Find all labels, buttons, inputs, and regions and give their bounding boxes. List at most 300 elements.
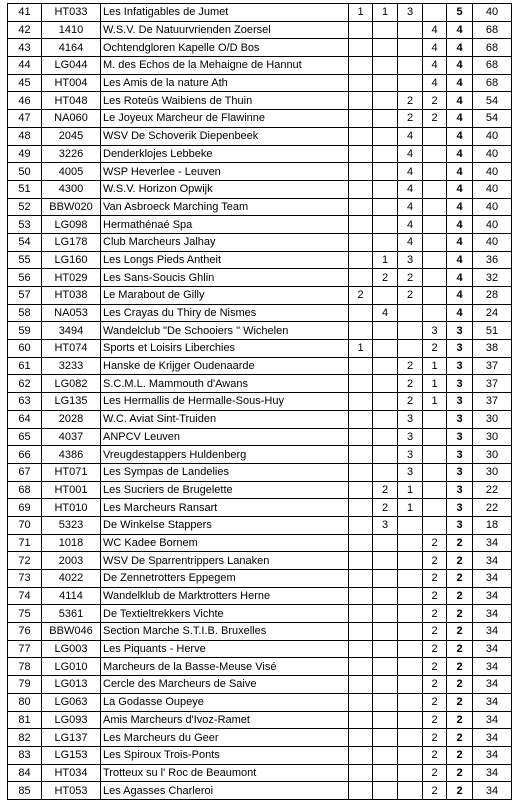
club-name-cell: Les Crayas du Thiry de Nismes <box>101 304 349 322</box>
total-cell: 3 <box>447 499 473 517</box>
count-cell: 2 <box>423 110 447 128</box>
rank-cell: 56 <box>8 269 42 287</box>
club-name-cell: Marcheurs de la Basse-Meuse Visé <box>101 658 349 676</box>
count-cell <box>373 180 398 198</box>
table-row <box>8 499 512 517</box>
count-cell <box>423 410 447 428</box>
club-code-cell: 1410 <box>42 21 101 39</box>
count-cell <box>398 693 423 711</box>
points-cell: 34 <box>473 746 512 764</box>
total-cell: 2 <box>447 782 473 800</box>
count-cell <box>373 782 398 800</box>
count-cell <box>398 764 423 782</box>
club-code-cell: LG013 <box>42 676 101 694</box>
rank-cell: 44 <box>8 57 42 75</box>
count-cell <box>373 764 398 782</box>
rank-cell: 43 <box>8 39 42 57</box>
count-cell <box>423 428 447 446</box>
total-cell: 4 <box>447 233 473 251</box>
count-cell <box>373 746 398 764</box>
rank-cell: 64 <box>8 410 42 428</box>
count-cell <box>349 180 373 198</box>
count-cell: 4 <box>423 39 447 57</box>
count-cell: 2 <box>398 357 423 375</box>
count-cell <box>423 516 447 534</box>
count-cell: 2 <box>423 729 447 747</box>
club-name-cell: De Winkelse Stappers <box>101 516 349 534</box>
rank-cell: 58 <box>8 304 42 322</box>
count-cell: 2 <box>423 92 447 110</box>
count-cell <box>349 357 373 375</box>
count-cell <box>373 570 398 588</box>
total-cell: 3 <box>447 446 473 464</box>
count-cell: 3 <box>423 322 447 340</box>
count-cell <box>373 74 398 92</box>
count-cell <box>349 410 373 428</box>
club-code-cell: 3226 <box>42 145 101 163</box>
table-row <box>8 92 512 110</box>
count-cell <box>349 304 373 322</box>
count-cell <box>398 570 423 588</box>
club-name-cell: Les Agasses Charleroi <box>101 782 349 800</box>
club-name-cell: W.S.V. Horizon Opwijk <box>101 180 349 198</box>
count-cell: 4 <box>373 304 398 322</box>
count-cell <box>373 623 398 641</box>
table-row <box>8 110 512 128</box>
club-code-cell: 5323 <box>42 516 101 534</box>
points-cell: 54 <box>473 110 512 128</box>
club-name-cell: ANPCV Leuven <box>101 428 349 446</box>
count-cell <box>398 39 423 57</box>
rank-cell: 41 <box>8 4 42 22</box>
count-cell: 2 <box>373 499 398 517</box>
table-row <box>8 198 512 216</box>
points-cell: 34 <box>473 711 512 729</box>
count-cell <box>373 57 398 75</box>
points-cell: 22 <box>473 481 512 499</box>
count-cell: 4 <box>398 216 423 234</box>
count-cell <box>373 233 398 251</box>
count-cell <box>423 499 447 517</box>
club-code-cell: BBW046 <box>42 623 101 641</box>
table-row <box>8 4 512 22</box>
table-row <box>8 693 512 711</box>
count-cell <box>373 676 398 694</box>
ranking-table <box>7 3 512 800</box>
count-cell: 2 <box>423 746 447 764</box>
total-cell: 2 <box>447 746 473 764</box>
rank-cell: 63 <box>8 393 42 411</box>
total-cell: 4 <box>447 287 473 305</box>
count-cell: 2 <box>398 269 423 287</box>
points-cell: 54 <box>473 92 512 110</box>
count-cell: 2 <box>373 481 398 499</box>
total-cell: 4 <box>447 57 473 75</box>
count-cell: 1 <box>373 4 398 22</box>
table-row <box>8 570 512 588</box>
points-cell: 68 <box>473 21 512 39</box>
club-name-cell: La Godasse Oupeye <box>101 693 349 711</box>
total-cell: 3 <box>447 340 473 358</box>
total-cell: 2 <box>447 587 473 605</box>
table-row <box>8 605 512 623</box>
count-cell: 2 <box>423 605 447 623</box>
count-cell <box>423 304 447 322</box>
club-code-cell: LG010 <box>42 658 101 676</box>
club-name-cell: Le Joyeux Marcheur de Flawinne <box>101 110 349 128</box>
points-cell: 32 <box>473 269 512 287</box>
count-cell <box>398 587 423 605</box>
total-cell: 4 <box>447 180 473 198</box>
total-cell: 4 <box>447 145 473 163</box>
count-cell <box>349 711 373 729</box>
club-name-cell: De Textieltrekkers Vichte <box>101 605 349 623</box>
total-cell: 2 <box>447 658 473 676</box>
count-cell <box>423 463 447 481</box>
club-name-cell: Les Roteûs Waibiens de Thuin <box>101 92 349 110</box>
count-cell <box>349 233 373 251</box>
points-cell: 37 <box>473 393 512 411</box>
count-cell <box>398 640 423 658</box>
points-cell: 34 <box>473 658 512 676</box>
club-name-cell: W.S.V. De Natuurvrienden Zoersel <box>101 21 349 39</box>
count-cell <box>398 729 423 747</box>
points-cell: 40 <box>473 180 512 198</box>
count-cell <box>423 163 447 181</box>
rank-cell: 70 <box>8 516 42 534</box>
club-code-cell: HT004 <box>42 74 101 92</box>
count-cell: 4 <box>423 57 447 75</box>
rank-cell: 49 <box>8 145 42 163</box>
points-cell: 34 <box>473 693 512 711</box>
rank-cell: 69 <box>8 499 42 517</box>
club-name-cell: Cercle des Marcheurs de Saive <box>101 676 349 694</box>
count-cell <box>423 127 447 145</box>
total-cell: 2 <box>447 729 473 747</box>
club-code-cell: NA060 <box>42 110 101 128</box>
rank-cell: 50 <box>8 163 42 181</box>
club-code-cell: 3494 <box>42 322 101 340</box>
count-cell: 1 <box>398 481 423 499</box>
count-cell <box>349 127 373 145</box>
rank-cell: 81 <box>8 711 42 729</box>
club-code-cell: 4164 <box>42 39 101 57</box>
table-row <box>8 251 512 269</box>
club-name-cell: Wandelclub "De Schooiers " Wichelen <box>101 322 349 340</box>
count-cell <box>349 375 373 393</box>
points-cell: 34 <box>473 552 512 570</box>
rank-cell: 79 <box>8 676 42 694</box>
table-row <box>8 304 512 322</box>
count-cell: 3 <box>398 446 423 464</box>
rank-cell: 57 <box>8 287 42 305</box>
points-cell: 30 <box>473 463 512 481</box>
total-cell: 3 <box>447 463 473 481</box>
count-cell <box>373 21 398 39</box>
count-cell <box>349 198 373 216</box>
count-cell <box>373 340 398 358</box>
points-cell: 34 <box>473 676 512 694</box>
count-cell <box>423 481 447 499</box>
table-row <box>8 127 512 145</box>
count-cell: 2 <box>423 640 447 658</box>
club-code-cell: LG093 <box>42 711 101 729</box>
rank-cell: 71 <box>8 534 42 552</box>
rank-cell: 53 <box>8 216 42 234</box>
total-cell: 3 <box>447 322 473 340</box>
count-cell <box>349 216 373 234</box>
count-cell <box>349 516 373 534</box>
club-code-cell: LG178 <box>42 233 101 251</box>
points-cell: 40 <box>473 127 512 145</box>
count-cell <box>373 287 398 305</box>
club-code-cell: LG135 <box>42 393 101 411</box>
points-cell: 68 <box>473 74 512 92</box>
points-cell: 34 <box>473 640 512 658</box>
count-cell <box>349 729 373 747</box>
count-cell <box>373 640 398 658</box>
table-row <box>8 393 512 411</box>
club-code-cell: 4005 <box>42 163 101 181</box>
count-cell <box>423 446 447 464</box>
count-cell <box>423 251 447 269</box>
club-name-cell: Les Spiroux Trois-Ponts <box>101 746 349 764</box>
count-cell <box>398 340 423 358</box>
count-cell <box>349 676 373 694</box>
count-cell <box>349 605 373 623</box>
count-cell <box>349 251 373 269</box>
rank-cell: 61 <box>8 357 42 375</box>
table-row <box>8 534 512 552</box>
rank-cell: 68 <box>8 481 42 499</box>
club-name-cell: Van Asbroeck Marching Team <box>101 198 349 216</box>
total-cell: 3 <box>447 393 473 411</box>
club-code-cell: HT001 <box>42 481 101 499</box>
count-cell <box>423 4 447 22</box>
points-cell: 40 <box>473 216 512 234</box>
total-cell: 2 <box>447 605 473 623</box>
count-cell: 2 <box>398 375 423 393</box>
count-cell: 4 <box>398 127 423 145</box>
count-cell <box>398 534 423 552</box>
count-cell <box>398 658 423 676</box>
count-cell <box>373 127 398 145</box>
rank-cell: 76 <box>8 623 42 641</box>
count-cell <box>349 57 373 75</box>
club-name-cell: Les Sucriers de Brugelette <box>101 481 349 499</box>
count-cell <box>398 711 423 729</box>
count-cell <box>398 516 423 534</box>
total-cell: 2 <box>447 764 473 782</box>
count-cell <box>349 39 373 57</box>
count-cell: 2 <box>423 764 447 782</box>
count-cell <box>373 163 398 181</box>
count-cell: 2 <box>349 287 373 305</box>
count-cell <box>423 198 447 216</box>
club-code-cell: LG082 <box>42 375 101 393</box>
count-cell: 2 <box>398 92 423 110</box>
total-cell: 3 <box>447 428 473 446</box>
count-cell: 2 <box>398 393 423 411</box>
club-code-cell: HT071 <box>42 463 101 481</box>
table-row <box>8 623 512 641</box>
count-cell <box>349 746 373 764</box>
table-row <box>8 446 512 464</box>
club-code-cell: 4037 <box>42 428 101 446</box>
total-cell: 3 <box>447 516 473 534</box>
count-cell <box>398 57 423 75</box>
count-cell <box>373 552 398 570</box>
count-cell: 4 <box>398 180 423 198</box>
count-cell: 4 <box>398 233 423 251</box>
count-cell: 3 <box>398 251 423 269</box>
table-row <box>8 481 512 499</box>
total-cell: 4 <box>447 74 473 92</box>
total-cell: 2 <box>447 693 473 711</box>
count-cell <box>373 393 398 411</box>
count-cell <box>373 198 398 216</box>
count-cell: 4 <box>423 74 447 92</box>
rank-cell: 78 <box>8 658 42 676</box>
table-row <box>8 322 512 340</box>
table-row <box>8 676 512 694</box>
club-code-cell: 4022 <box>42 570 101 588</box>
club-code-cell: 2003 <box>42 552 101 570</box>
rank-cell: 67 <box>8 463 42 481</box>
count-cell: 4 <box>398 163 423 181</box>
table-row <box>8 552 512 570</box>
count-cell <box>349 92 373 110</box>
count-cell <box>349 764 373 782</box>
rank-cell: 59 <box>8 322 42 340</box>
count-cell <box>373 110 398 128</box>
total-cell: 3 <box>447 481 473 499</box>
total-cell: 3 <box>447 357 473 375</box>
count-cell <box>373 534 398 552</box>
count-cell <box>349 322 373 340</box>
club-code-cell: 5361 <box>42 605 101 623</box>
count-cell: 2 <box>423 623 447 641</box>
table-row <box>8 74 512 92</box>
points-cell: 68 <box>473 57 512 75</box>
count-cell <box>349 534 373 552</box>
count-cell <box>398 322 423 340</box>
total-cell: 2 <box>447 623 473 641</box>
total-cell: 3 <box>447 410 473 428</box>
total-cell: 2 <box>447 640 473 658</box>
club-code-cell: LG153 <box>42 746 101 764</box>
total-cell: 4 <box>447 216 473 234</box>
count-cell: 3 <box>398 463 423 481</box>
count-cell: 2 <box>398 110 423 128</box>
rank-cell: 85 <box>8 782 42 800</box>
club-name-cell: WSV De Schoverik Diepenbeek <box>101 127 349 145</box>
points-cell: 30 <box>473 410 512 428</box>
count-cell: 4 <box>398 198 423 216</box>
points-cell: 30 <box>473 446 512 464</box>
points-cell: 68 <box>473 39 512 57</box>
club-name-cell: W.C. Aviat Sint-Truiden <box>101 410 349 428</box>
rank-cell: 83 <box>8 746 42 764</box>
points-cell: 51 <box>473 322 512 340</box>
total-cell: 4 <box>447 39 473 57</box>
rank-cell: 80 <box>8 693 42 711</box>
total-cell: 4 <box>447 251 473 269</box>
count-cell <box>373 410 398 428</box>
count-cell: 1 <box>398 499 423 517</box>
club-code-cell: LG044 <box>42 57 101 75</box>
count-cell <box>349 163 373 181</box>
points-cell: 28 <box>473 287 512 305</box>
club-code-cell: HT053 <box>42 782 101 800</box>
table-row <box>8 39 512 57</box>
count-cell <box>373 92 398 110</box>
total-cell: 2 <box>447 711 473 729</box>
count-cell <box>349 782 373 800</box>
club-code-cell: HT033 <box>42 4 101 22</box>
points-cell: 34 <box>473 729 512 747</box>
club-code-cell: LG003 <box>42 640 101 658</box>
total-cell: 4 <box>447 110 473 128</box>
club-name-cell: M. des Echos de la Mehaigne de Hannut <box>101 57 349 75</box>
count-cell: 1 <box>423 375 447 393</box>
table-row <box>8 640 512 658</box>
count-cell <box>349 428 373 446</box>
rank-cell: 51 <box>8 180 42 198</box>
total-cell: 4 <box>447 163 473 181</box>
count-cell <box>349 74 373 92</box>
total-cell: 3 <box>447 375 473 393</box>
table-row <box>8 163 512 181</box>
points-cell: 37 <box>473 357 512 375</box>
rank-cell: 73 <box>8 570 42 588</box>
table-row <box>8 516 512 534</box>
rank-cell: 55 <box>8 251 42 269</box>
count-cell <box>349 658 373 676</box>
club-code-cell: LG137 <box>42 729 101 747</box>
table-row <box>8 587 512 605</box>
count-cell <box>349 21 373 39</box>
table-row <box>8 746 512 764</box>
count-cell <box>373 587 398 605</box>
count-cell <box>373 693 398 711</box>
points-cell: 34 <box>473 587 512 605</box>
club-code-cell: HT034 <box>42 764 101 782</box>
club-name-cell: Les Piquants - Herve <box>101 640 349 658</box>
table-row <box>8 180 512 198</box>
count-cell <box>373 357 398 375</box>
club-code-cell: LG160 <box>42 251 101 269</box>
club-name-cell: Hanske de Krijger Oudenaarde <box>101 357 349 375</box>
table-row <box>8 375 512 393</box>
club-name-cell: Les Sans-Soucis Ghlin <box>101 269 349 287</box>
count-cell <box>423 145 447 163</box>
count-cell: 2 <box>423 693 447 711</box>
club-name-cell: Les Marcheurs Ransart <box>101 499 349 517</box>
total-cell: 2 <box>447 552 473 570</box>
points-cell: 34 <box>473 605 512 623</box>
table-row <box>8 233 512 251</box>
count-cell: 3 <box>398 410 423 428</box>
club-name-cell: Denderklojes Lebbeke <box>101 145 349 163</box>
total-cell: 2 <box>447 676 473 694</box>
count-cell <box>349 552 373 570</box>
club-code-cell: 2045 <box>42 127 101 145</box>
count-cell <box>373 446 398 464</box>
count-cell: 2 <box>373 269 398 287</box>
table-row <box>8 269 512 287</box>
count-cell <box>373 39 398 57</box>
